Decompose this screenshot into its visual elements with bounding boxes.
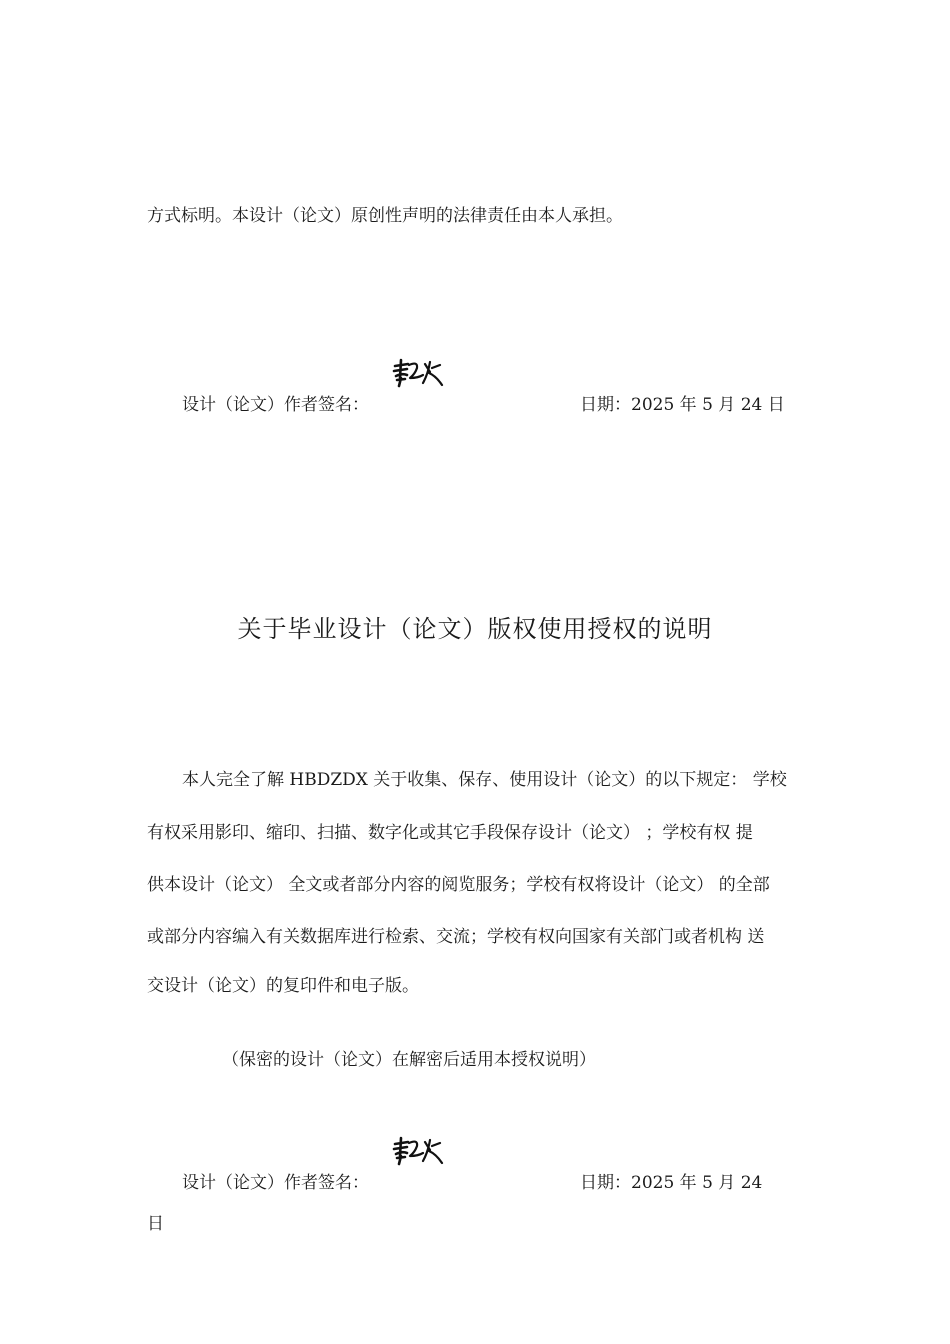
authorization-line-3: 供本设计（论文） 全文或者部分内容的阅览服务；学校有权将设计（论文） 的全部 (147, 875, 770, 895)
signature-date-1: 日期：2025 年 5 月 24 日 (580, 395, 785, 415)
authorization-line-1: 本人完全了解 HBDZDX 关于收集、保存、使用设计（论文）的以下规定： 学校 (182, 770, 787, 790)
signature-date-2: 日期：2025 年 5 月 24 (580, 1173, 763, 1193)
authorization-line-4: 或部分内容编入有关数据库进行检索、交流；学校有权向国家有关部门或者机构 送 (147, 927, 765, 947)
declaration-tail: 方式标明。本设计（论文）原创性声明的法律责任由本人承担。 (147, 206, 623, 226)
signature-label-2: 设计（论文）作者签名： (182, 1173, 369, 1193)
signature-label-1: 设计（论文）作者签名： (182, 395, 369, 415)
authorization-title: 关于毕业设计（论文）版权使用授权的说明 (237, 615, 713, 643)
signature-date-2-wrap: 日 (147, 1214, 164, 1234)
authorization-line-2: 有权采用影印、缩印、扫描、数字化或其它手段保存设计（论文） ；学校有权 提 (147, 823, 753, 843)
authorization-line-5: 交设计（论文）的复印件和电子版。 (147, 976, 419, 996)
confidentiality-note: （保密的设计（论文）在解密后适用本授权说明） (222, 1050, 596, 1070)
handwritten-signature-2 (390, 1134, 452, 1168)
handwritten-signature-1 (390, 356, 452, 390)
